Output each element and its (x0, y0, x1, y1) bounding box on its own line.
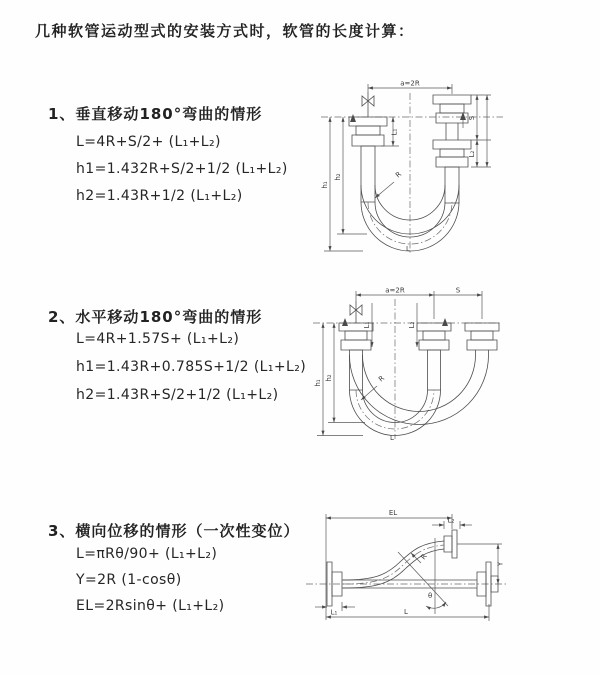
el-label: EL (388, 509, 398, 517)
section-2-formula-L: L=4R+1.57S+ (L₁+L₂) (76, 331, 240, 347)
right-leg (476, 350, 489, 355)
section-1-formula-h2: h2=1.43R+1/2 (L₁+L₂) (76, 188, 243, 204)
section-2-heading: 2、水平移动180°弯曲的情形 (48, 308, 263, 326)
page-title: 几种软管运动型式的安装方式时，软管的长度计算： (35, 22, 415, 40)
section-2-formula-h1: h1=1.43R+0.785S+1/2 (L₁+L₂) (76, 359, 307, 375)
dim-label-l2: L₂ (408, 321, 416, 329)
section-3-formula-Y: Y=2R (1-cosθ) (76, 572, 182, 588)
length-label: L (406, 245, 410, 253)
length-label: L (390, 434, 394, 442)
section-1-formula-h1: h1=1.432R+S/2+1/2 (L₁+L₂) (76, 161, 288, 177)
dim-l1 (315, 602, 355, 617)
radius-label: R (419, 552, 429, 562)
dim-s-l2 (468, 95, 491, 167)
motion-arrow-icon (442, 318, 448, 326)
dim-label-l1: L₁ (390, 128, 399, 136)
valve-icon (362, 92, 374, 117)
dim-label-a2r: a=2R (385, 286, 405, 295)
motion-arrow-icon (342, 318, 348, 326)
dim-a2r-s (356, 287, 482, 320)
dim-label-s: S (468, 115, 476, 121)
centerlines (313, 299, 501, 439)
dim-a2r (368, 80, 452, 95)
section-2-formula-h2: h2=1.43R+S/2+1/2 (L₁+L₂) (76, 387, 279, 403)
radius-leader (361, 374, 386, 400)
braided-hose-right (445, 167, 459, 203)
diagram-lateral-displacement (298, 500, 600, 635)
section-3-formula-EL: EL=2Rsinθ+ (L₁+L₂) (76, 598, 225, 614)
upper-flange (444, 530, 457, 558)
section-1-heading: 1、垂直移动180°弯曲的情形 (48, 105, 263, 123)
dim-label-l2: L₂ (447, 516, 455, 525)
hose-arcs (350, 355, 489, 436)
y-label: Y (496, 561, 505, 567)
dim-label-h1: h₁ (314, 379, 322, 387)
dim-label-l2: L₂ (468, 150, 476, 158)
dim-label-l1: L₁ (330, 608, 338, 617)
valve-icon (350, 301, 362, 323)
dim-label-l1: L₁ (363, 321, 371, 329)
s-curve-hose (343, 541, 444, 588)
dim-l (326, 604, 489, 621)
diagram-horizontal-180-bend (305, 283, 600, 448)
dim-h1-h2 (321, 117, 367, 251)
braided-hose-middle (428, 350, 441, 390)
section-3-heading: 3、横向位移的情形（一次性变位） (48, 522, 300, 540)
dim-label-a2r: a=2R (400, 79, 420, 88)
section-3-formula-L: L=πRθ/90+ (L₁+L₂) (76, 546, 218, 562)
length-label: L (404, 608, 408, 616)
diagram-vertical-180-bend (305, 75, 600, 265)
right-flanges (433, 95, 471, 167)
dim-y (457, 544, 505, 584)
dim-el (326, 509, 452, 620)
radius-leader (375, 170, 403, 198)
dim-label-h2: h₂ (334, 173, 342, 181)
theta-label: θ (428, 592, 433, 600)
braided-hose-left (361, 146, 375, 202)
radius-label: R (394, 170, 404, 180)
dim-label-s: S (455, 286, 461, 295)
left-flange (349, 114, 387, 146)
dim-label-h1: h₁ (321, 181, 329, 189)
radius-label: R (377, 374, 387, 384)
section-1-formula-L: L=4R+S/2+ (L₁+L₂) (76, 134, 221, 150)
dim-label-h2: h₂ (325, 374, 333, 382)
motion-arrow-icon (350, 114, 356, 122)
